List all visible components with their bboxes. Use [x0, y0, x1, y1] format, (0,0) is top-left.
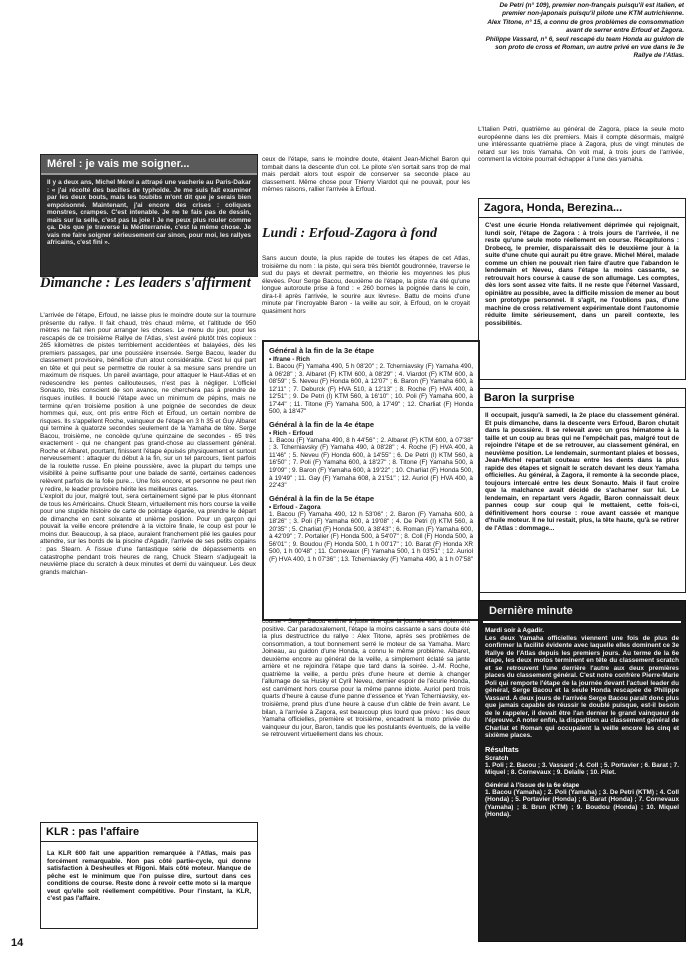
- page-number: 14: [11, 937, 24, 949]
- derniere-scratch-label: Scratch: [485, 754, 509, 762]
- derniere-text: Les deux Yamaha officielles viennent une fois de plus de confirmer la facilité évidente avec laquelle elles dominent ce 3e Rallye de l'Atlas depuis les premiers jours. Au terme de la 6e étape, les deux motos terminent en tête du classement scratch et se retrouvent l'une derrière l'autre aux deux premières places du classement général. C'est notre confrère Pierre-Marie Poli qui remporte l'étape de la journée devant l'actuel leader du général, Serge Bacou et la seule Honda rescapée de Philippe Vassard. A deux jours de l'arrivée Serge Bacou paraît donc plus que jamais capable de réussir le doublé puisque, est-il besoin de le rappeler, il devait être l'an dernier le grand vainqueur de l'épreuve. A noter enfin, la disparition au classement général de Charliat et Roman qui occupaient la veille encore les cinq et sixième places.: [485, 634, 679, 739]
- dimanche-text: L'arrivée de l'étape, Erfoud, ne laisse plus le moindre doute sur la tournure présente du rallye. Il fait chaud, très chaud même, et l'altitude de 950 mètres ne fait rien pour arranger les choses. Le menu du jour, pour les rescapés de ce troisième Rallye de l'Atlas, s'est avéré plutôt très copieux : 265 kilomètres de pistes terriblement accidentées et balayées, dès les premiers passages, par une poussière insensée. Serge Bacou, leader du classement provisoire, bénéficie d'un atout considérable. C'est lui qui part en tête et qui peut se permettre de rouler à sa mesure sans prendre un maximum de risques. Un pareil avantage, pour attaquer le Haut-Atlas et en redescendre les pentes caillouteuses, n'est pas à négliger. L'officiel Sonauto, très conscient de son avance, ne cherchera pas à prendre de risques inutiles. Il bouclé l'étape avec un minimum de pépins, mais ne termine qu'en troisième position à une poignée de secondes de deux hommes qui, eux, ont pris entre Rich et Erfoud, un certain nombre de risques. Ils s'appellent Roche, vainqueur de l'étape en 3 h 35 et Guy Albaret qui termine à quatorze secondes seulement de la Yamaha de tête. Serge Bacou, troisième, ne concède qu'une quinzaine de secondes - 65 très exactement - qui ne changent pas grand-chose au classement général. Roche et Albaret, pourtant, finissent l'étape épuisés physiquement et surtout nerveusement : attaquer du début à la fin, sur un tel parcours, tient parfois de la roulette russe. En pleine poussière, avec la plupart du temps une visibilité à peine suffisante pour une balade de santé, certaines cadences relèvent parfois de la folie pure... Une fois encore, et personne ne peut rien y redire, le leader provisoire hérite les meilleures cartes. L'exploit du jour, malgré tout, sera certainement signé par le plus étonnant de tous les Américains. Chuck Stearn, virtuellement mis hors course la veille pour une stupide histoire de carte de pointage égarée, va prendre le départ de dimanche en cent soixante et unième position. Pour un garçon qui pouvait la veille encore prétendre à la victoire finale, le coup est pour le moins dur. Beaucoup, à sa place, auraient franchement plié les gaules pour attendre, sur les bords de la piscine d'Agadir, l'arrivée de ses petits copains : pas Stearn. A l'issue d'une fantastique série de dépassements en catastrophe pendant trois heures de rang, Chuck Stearn s'adjugeait la neuvième place du scratch à deux minutes et demi du vainqueur. Les deux grands malchan-: [40, 312, 256, 576]
- standing-3-sub: • Ifrane - Rich: [269, 356, 310, 363]
- caption-vassard: Philippe Vassard, n° 6, seul rescapé du team Honda au guidon de son proto de cross et Roman, un autre privé en vue dans le 3e Rallye de l'Atlas.: [485, 36, 684, 59]
- derniere-general-title: Général à l'issue de la 6e étape: [485, 781, 580, 789]
- zagora-text: C'est une écurie Honda relativement déprimée qui rejoignait, lundi soir, l'étape de Zagora : à trois jours de l'arrivée, il ne reste qu'une seule moto réellement en course. Récapitulons : Drobecq, le premier, disparaissait dès le deuxième jour à la suite d'une chute qui aurait pu être grave. Michel Mérel, malade comme un chien ne pouvait rien faire d'autre que l'abandon le lendemain et Neveu, dans l'étape la moins cassante, se retrouvait hors course à cause de son allumage. Les comptes, dès lors sont assez vite faits. Il ne reste que l'éternel Vassard, opiniâtre au possible, avec la difficile mission de mener au bout son prototype personnel. Il s'agit, ne l'oublions pas, d'une machine de cross relativement expérimentale dont l'autonomie réduite limite sérieusement, dans un pareil contexte, les possibilités.: [485, 222, 679, 327]
- photo-captions: [478, 2, 684, 120]
- derniere-box: [478, 600, 686, 942]
- klr-box: [40, 822, 258, 929]
- merel-box: [40, 154, 258, 277]
- standings-box: [262, 340, 480, 621]
- baron-title: Baron la surprise: [479, 389, 685, 408]
- zagora-title: Zagora, Honda, Berezina...: [479, 199, 685, 218]
- derniere-scratch-text: 1. Poli ; 2. Bacou ; 3. Vassard ; 4. Coll ; 5. Portavier ; 6. Barat ; 7. Miquel ; 8. Cornevaux ; 9. Delalle ; 10. Pilet.: [485, 761, 679, 776]
- klr-title: KLR : pas l'affaire: [41, 823, 257, 842]
- caption-titone: Alex Titone, n° 15, a connu de gros problèmes de consommation avant de serrer entre Erfoud et Zagora.: [487, 19, 684, 34]
- lundi-title: Lundi : Erfoud-Zagora à fond: [262, 226, 438, 241]
- derniere-title: Dernière minute: [483, 601, 681, 623]
- col2-bottom-text: course - Serge Bacou estime à juste titre que la journée est amplement positive. Car paradoxalement, l'étape la moins cassante a sans doute été la plus destructrice du rallye : Alex Titone, après ses problèmes de consommation, a tout bonnement serré le moteur de sa Yamaha. Marc Joineau, au guidon d'une Honda, a connu le même problème. Albaret, deuxième encore au général de la veille, a simplement éclaté sa jante arrière et ne rejoindra l'étape que tard dans la soirée. J.-M. Roche, quatrième la veille, a perdu près d'une heure et demie à changer l'allumage de sa Husky et Cyril Neveu, dernier espoir de l'écurie Honda, est carrément hors course pour la même panne idiote. Auriol perd trois quarts d'heure à cause d'une panne d'essence et Yvan Tcherniavsky, ex-troisième, prend plus d'une heure à cause d'un câble de frein avant. Le bilan, à l'arrivée à Zagora, est beaucoup plus lourd que prévu : les deux Yamaha officielles, première et troisième, encadrent la moto privée du vainqueur du jour, Baron, tandis que les postulants éventuels, de la veille se retrouvent virtuellement dans les choux.: [262, 618, 470, 739]
- baron-box: [478, 388, 686, 593]
- derniere-results-title: Résultats: [485, 744, 519, 754]
- standing-3-title: Général à la fin de la 3e étape: [269, 346, 375, 355]
- merel-title: Mérel : je vais me soigner...: [41, 155, 257, 175]
- col2-top-text: ceux de l'étape, sans le moindre doute, étaient Jean-Michel Baron qui tombait dans la descente d'un col. Le pilote s'en sortait sans trop de mal mais perdait alors tout espoir de conserver sa seconde place au classement. Même chose pour Thierry Viardot qui ne pouvait, pour les mêmes raisons, rallier l'arrivée à Erfoud.: [262, 156, 470, 194]
- baron-text: Il occupait, jusqu'à samedi, la 2e place du classement général. Et puis dimanche, dans la descente vers Erfoud, Baron chutait dans la poussière. Il se relevait avec un gros hématome à la taille et un coup au bras qui ne l'empêchait pas, malgré tout de rejoindre l'étape et de se retrouver, au classement général, en neuvième position. Le lendemain, surmontant plaies et bosses, Jean-Michel repartait couteau entre les dents dans la plus rapide des étapes et signait le scratch devant les deux Yamaha officielles. Au général, à Zagora, il remonte à la seconde place, toujours intercalé entre les deux Sonauto. Mais il faut croire que la malchance avait décidé de s'acharner sur lui. Le lendemain, en repartant vers Agadir, Baron connaissait deux pannes coup sur coup qui le mettaient, cette fois-ci, définitivement hors course : roue avant cassée et manque d'huile moteur. Il ne lui restait, plus, la tête haute, qu'à se retirer de l'Atlas : dommage...: [485, 412, 679, 532]
- caption-depetri: De Petri (n° 109), premier non-français puisqu'il est italien, et premier non-japonais puisqu'il pilote une KTM autrichienne.: [499, 2, 684, 17]
- standing-4: [269, 420, 473, 490]
- merel-text: Il y a deux ans, Michel Mérel a attrapé une vacherie au Paris-Dakar : « j'ai récolté des bacilles de typhoïde. Je me suis fait examiner par les deux bouts, mais les toubibs m'ont dit que je serais bien empoisonné. Maintenant, j'ai encore des crises : coliques monstres, crampes. C'est intenable. Je ne te fais pas de dessin, mais sur la selle, c'est pas la joie ! Je ne peux plus rouler comme ça. Dès que je traverse la Méditerranée, c'est la même chose. Je vais me faire soigner sérieusement car sinon, pour moi, les rallyes africains, c'est fini ».: [47, 179, 251, 246]
- derniere-general-text: 1. Bacou (Yamaha) ; 2. Poli (Yamaha) ; 3. De Petri (KTM) ; 4. Coll (Honda) ; 5. Portavier (Honda) ; 6. Barat (Honda) ; 7. Cornevaux (Yamaha) ; 8. Brun (KTM) ; 9. Boudou (Honda) ; 10. Miquel (Honda).: [485, 788, 679, 818]
- col3-top-text: L'Italien Petri, quatrième au général de Zagora, place la seule moto européenne dans les dix premiers. Mais il compte désormais, malgré une intéressante quatrième place à Zagora, plus de vingt minutes de retard sur les trois Yamaha. On voit mal, à trois jours de l'arrivée, comment la victoire pourrait échapper à l'une des yamaha.: [478, 126, 684, 164]
- lundi-text: Sans aucun doute, la plus rapide de toutes les étapes de cet Atlas, troisième du nom : la piste, qui sera très bientôt goudronnée, traverse le sud du pays et devrait permettre, en théorie les moyennes les plus élevées. Pour Serge Bacou, deuxième de l'étape, la piste n'a été qu'une longue autoroute prise à fond : « 260 bornes la poignée dans le coin, dira-t-il après l'arrivée, le sourire aux lèvres». Battu de moins d'une minute par l'incroyable Baron - la veille au soir, à Erfoud, on le croyait quasiment hors: [262, 255, 470, 315]
- zagora-box: [478, 198, 686, 380]
- klr-text: La KLR 600 fait une apparition remarquée à l'Atlas, mais pas forcément remarquable. Non pas côté partie-cycle, qui donne satisfaction à Desheulles et Rigoni. Mais côté moteur. Manque de pêche est le minimum que l'on puisse dire, surtout dans ces conditions de course. Reste donc à revoir cette moto si la marque veut qu'elle soit réellement compétitive. Pour l'instant, la KLR, c'est pas l'affaire.: [47, 850, 251, 902]
- dimanche-title: Dimanche : Les leaders s'affirment: [40, 275, 251, 291]
- standing-4-title: Général à la fin de la 4e étape: [269, 419, 375, 429]
- standing-5-text: 1. Bacou (F) Yamaha 490, 12 h 53'06" ; 2. Baron (F) Yamaha 600, à 18'26" ; 3. Poli (F) Yamaha 600, à 19'08" ; 4. De Petri (I) KTM 560, à 20'35" ; 5. Charliat (F) Honda 500, à 38'43" ; 6. Roman (F) Yamaha 600, à 42'09" ; 7. Portalier (F) Honda 500, à 54'07" ; 8. Coll (F) Honda 500, à 56'01" ; 9. Boudou (F) Honda 500, 1 h 00'17" ; 10. Barat (F) Honda XR 500, 1 h 00'48" ; 11. Cornevaux (F) Yamaha 500, 1 h 03'51" ; 12. Auriol (F) HVA 400, 1 h 07'36" ; 13. Tcherniavsky (F) Yamaha 490, à 1 h 07'58": [269, 510, 474, 563]
- standing-5: [269, 494, 473, 564]
- standing-5-title: Général à la fin de la 5e étape: [269, 493, 375, 503]
- standing-4-text: 1. Bacou (F) Yamaha 490, 8 h 44'56" ; 2. Albaret (F) KTM 600, à 07'38" ; 3. Tcherniavsky (F) Yamaha 490, à 08'28" ; 4. Roche (F) HVA 400, à 11'46" ; 5. Neveu (F) Honda 600, à 14'55" ; 6. De Petri (I) KTM 560, à 16'50" ; 7. Poli (F) Yamaha 600, à 18'27" ; 8. Titone (F) Yamaha 500, à 19'09" ; 9. Baron (F) Yamaha 600, à 19'22" ; 10. Charliat (F) Honda 500, à 19'49" ; 11. Gay (F) Yamaha 608, à 21'51" ; 12. Auriol (F) HVA 400, à 22'43": [269, 436, 473, 490]
- standing-3: [269, 346, 473, 416]
- standing-5-sub: • Erfoud - Zagora: [269, 503, 321, 511]
- derniere-body: [479, 623, 685, 823]
- standing-3-text: 1. Bacou (F) Yamaha 490, 5 h 08'20" ; 2. Tcherniavsky (F) Yamaha 490, à 06'28" ; 3. Albaret (F) KTM 600, à 08'29" ; 4. Viardot (F) KTM 600, à 08'59" ; 5. Neveu (F) Honda 600, à 12'07" ; 6. Baron (F) Yamaha 600, à 12'11" ; 7. Deburck (F) HVA 510, à 12'13" ; 8. Roche (F) HVA 400, à 12'51" ; 9. De Petri (I) KTM 560, à 16'10" ; 10. Poli (F) Yamaha 600, à 17'44" ; 11. Titone (F) Yamaha 500, à 17'49" ; 12. Charliat (F) Honda 500, à 18'47": [269, 363, 473, 416]
- standing-4-sub: • Rich - Erfoud: [269, 429, 314, 437]
- derniere-intro: Mardi soir à Agadir.: [485, 627, 545, 634]
